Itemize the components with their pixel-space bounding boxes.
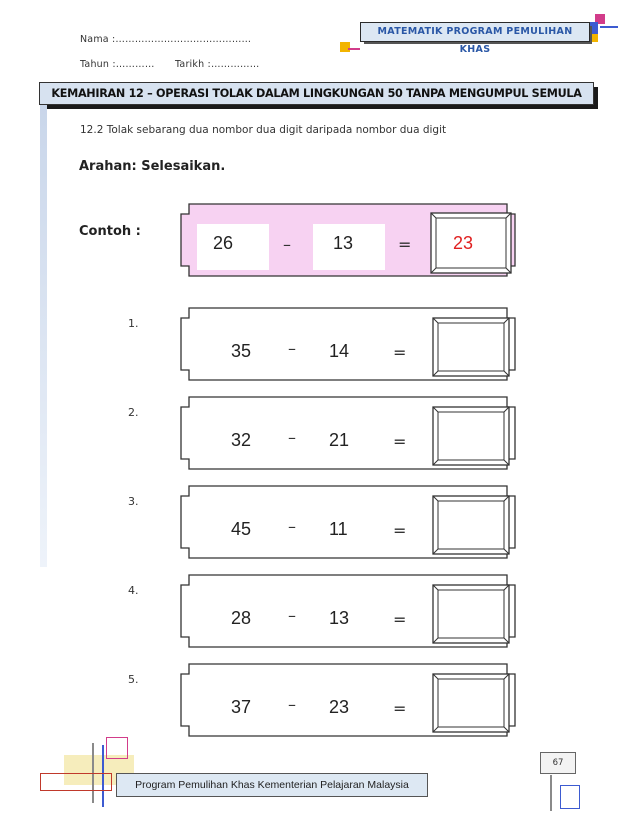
equals-sign: = (393, 343, 407, 362)
subject-banner: MATEMATIK PROGRAM PEMULIHAN KHAS (360, 22, 590, 42)
question-row (0, 305, 638, 385)
date-field-label: Tarikh :…………… (175, 59, 260, 70)
example-equals-sign: = (398, 235, 412, 254)
question-number: 2. (128, 406, 139, 419)
equals-sign: = (393, 432, 407, 451)
minus-sign: – (288, 695, 296, 714)
question-row (0, 483, 638, 563)
equals-sign: = (393, 610, 407, 629)
equals-sign: = (393, 699, 407, 718)
equals-sign: = (393, 521, 407, 540)
operand-a: 45 (231, 519, 252, 539)
minus-sign: – (288, 517, 296, 536)
name-field-label: Nama :…………………………………… (80, 34, 252, 45)
answer-box[interactable] (432, 317, 510, 377)
operand-b: 21 (329, 430, 350, 450)
footer-text: Program Pemulihan Khas Kementerian Pelajaran Malaysia (116, 773, 428, 797)
answer-box[interactable] (432, 406, 510, 466)
operand-a: 35 (231, 341, 252, 361)
example-row (177, 200, 519, 280)
question-row (0, 394, 638, 474)
year-field-label: Tahun :………… (80, 59, 155, 70)
example-label: Contoh : (79, 224, 141, 239)
minus-sign: – (288, 606, 296, 625)
answer-box[interactable] (432, 495, 510, 555)
operand-a: 28 (231, 608, 252, 628)
question-number: 4. (128, 584, 139, 597)
instruction: Arahan: Selesaikan. (79, 159, 226, 174)
example-minus-sign: – (283, 235, 291, 254)
answer-box[interactable] (432, 584, 510, 644)
question-number: 5. (128, 673, 139, 686)
minus-sign: – (288, 339, 296, 358)
question-number: 3. (128, 495, 139, 508)
subskill-description: 12.2 Tolak sebarang dua nombor dua digit daripada nombor dua digit (80, 124, 447, 136)
operand-b: 23 (329, 697, 350, 717)
example-operand-a: 26 (213, 233, 234, 253)
question-row (0, 661, 638, 741)
page-number: 67 (540, 752, 576, 774)
operand-b: 13 (329, 608, 350, 628)
minus-sign: – (288, 428, 296, 447)
question-row (0, 572, 638, 652)
answer-box[interactable] (432, 673, 510, 733)
operand-a: 32 (231, 430, 252, 450)
operand-a: 37 (231, 697, 252, 717)
operand-b: 11 (329, 519, 348, 539)
skill-title: KEMAHIRAN 12 – OPERASI TOLAK DALAM LINGKUNGAN 50 TANPA MENGUMPUL SEMULA (39, 82, 594, 105)
example-answer: 23 (453, 233, 474, 253)
question-number: 1. (128, 317, 139, 330)
operand-b: 14 (329, 341, 350, 361)
example-operand-b: 13 (333, 233, 354, 253)
